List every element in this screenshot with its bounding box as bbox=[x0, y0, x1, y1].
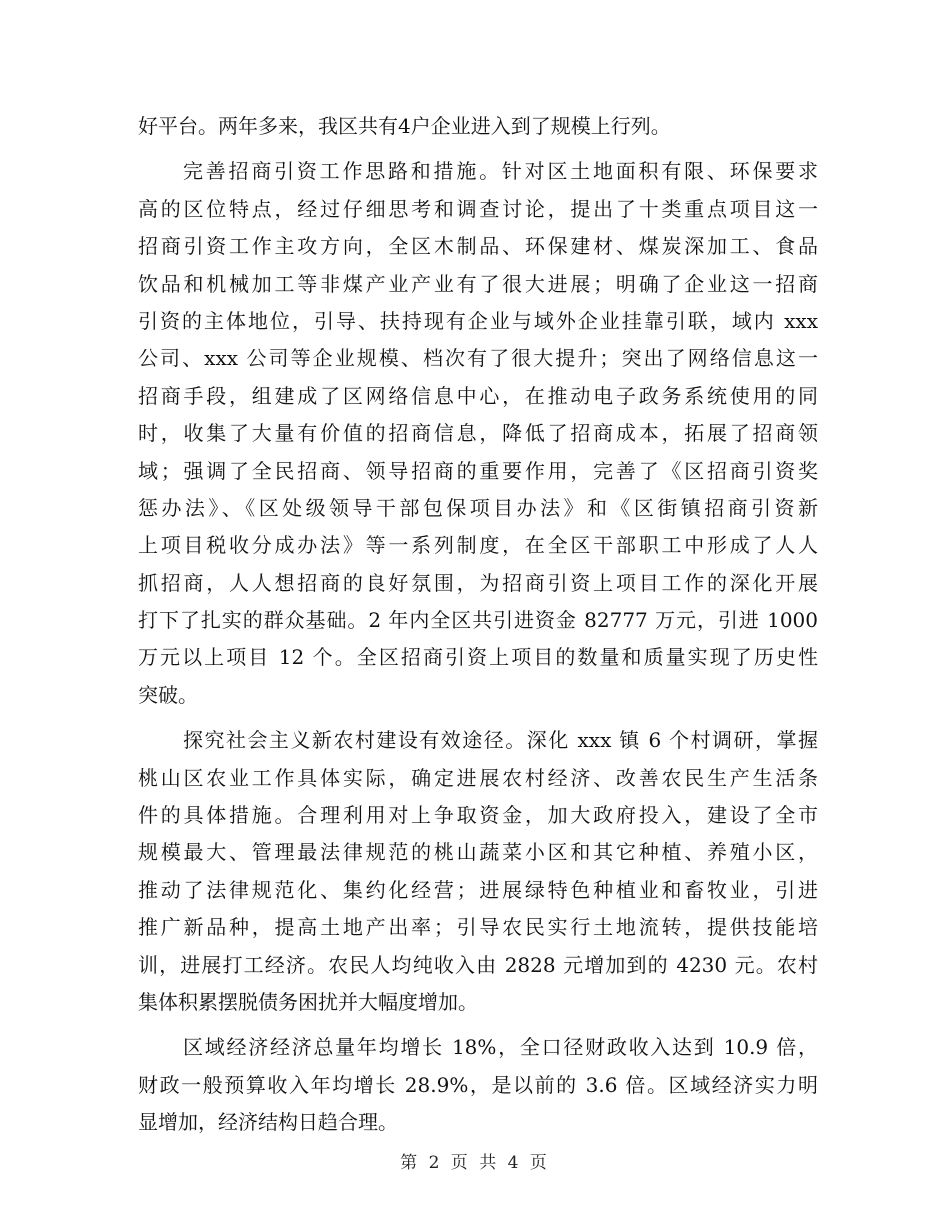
text-line: 件的具体措施。合理利用对上争取资金，加大政府投入，建设了全市 bbox=[138, 803, 818, 828]
text-line: 完善招商引资工作思路和措施。针对区土地面积有限、环保要求 bbox=[183, 159, 818, 184]
text-line: 好平台。两年多来，我区共有4户企业进入到了规模上行列。 bbox=[138, 114, 671, 138]
text-line: 引资的主体地位，引导、扶持现有企业与域外企业挂靠引联，域内 xxx bbox=[138, 308, 818, 333]
paragraph bbox=[138, 153, 818, 714]
text-line: 训，进展打工经济。农民人均纯收入由 2828 元增加到的 4230 元。农村 bbox=[138, 952, 818, 977]
text-line: 时，收集了大量有价值的招商信息，降低了招商成本，拓展了招商领 bbox=[138, 421, 818, 446]
text-line: 公司、xxx 公司等企业规模、档次有了很大提升；突出了网络信息这一 bbox=[138, 346, 818, 371]
document-body bbox=[138, 108, 818, 1142]
paragraph bbox=[138, 108, 818, 145]
text-line: 桃山区农业工作具体实际，确定进展农村经济、改善农民生产生活条 bbox=[138, 765, 818, 790]
text-line: 财政一般预算收入年均增长 28.9%，是以前的 3.6 倍。区域经济实力明 bbox=[138, 1072, 818, 1097]
text-line: 上项目税收分成办法》等一系列制度，在全区干部职工中形成了人人 bbox=[138, 533, 818, 558]
text-line: 招商手段，组建成了区网络信息中心，在推动电子政务系统使用的同 bbox=[138, 383, 818, 408]
paragraph-gap bbox=[138, 1021, 818, 1029]
text-line: 推广新品种，提高土地产出率；引导农民实行土地流转，提供技能培 bbox=[138, 915, 818, 940]
paragraph bbox=[138, 1029, 818, 1141]
text-line: 招商引资工作主攻方向，全区木制品、环保建材、煤炭深加工、食品 bbox=[138, 234, 818, 259]
text-line: 域；强调了全民招商、领导招商的重要作用，完善了《区招商引资奖 bbox=[138, 458, 818, 483]
text-line: 惩办法》、《区处级领导干部包保项目办法》和《区街镇招商引资新 bbox=[138, 495, 818, 520]
text-line: 突破。 bbox=[138, 682, 198, 707]
text-line: 打下了扎实的群众基础。2 年内全区共引进资金 82777 万元，引进 1000 bbox=[138, 608, 818, 633]
paragraph bbox=[138, 722, 818, 1021]
text-line: 规模最大、管理最法律规范的桃山蔬菜小区和其它种植、养殖小区， bbox=[138, 840, 818, 865]
text-line: 探究社会主义新农村建设有效途径。深化 xxx 镇 6 个村调研，掌握 bbox=[183, 728, 818, 753]
text-line: 显增加，经济结构日趋合理。 bbox=[138, 1110, 398, 1135]
text-line: 推动了法律规范化、集约化经营；进展绿特色种植业和畜牧业，引进 bbox=[138, 877, 818, 902]
text-line: 区域经济经济总量年均增长 18%，全口径财政收入达到 10.9 倍， bbox=[183, 1035, 818, 1060]
paragraph-gap bbox=[138, 145, 818, 153]
text-line: 高的区位特点，经过仔细思考和调查讨论，提出了十类重点项目这一 bbox=[138, 196, 818, 221]
text-line: 抓招商，人人想招商的良好氛围，为招商引资上项目工作的深化开展 bbox=[138, 570, 818, 595]
text-line: 饮品和机械加工等非煤产业产业有了很大进展；明确了企业这一招商 bbox=[138, 271, 818, 296]
paragraph-gap bbox=[138, 714, 818, 722]
text-line: 万元以上项目 12 个。全区招商引资上项目的数量和质量实现了历史性 bbox=[138, 645, 818, 670]
page-footer: 第 2 页 共 4 页 bbox=[400, 1153, 550, 1173]
text-line: 集体积累摆脱债务困扰并大幅度增加。 bbox=[138, 989, 478, 1014]
